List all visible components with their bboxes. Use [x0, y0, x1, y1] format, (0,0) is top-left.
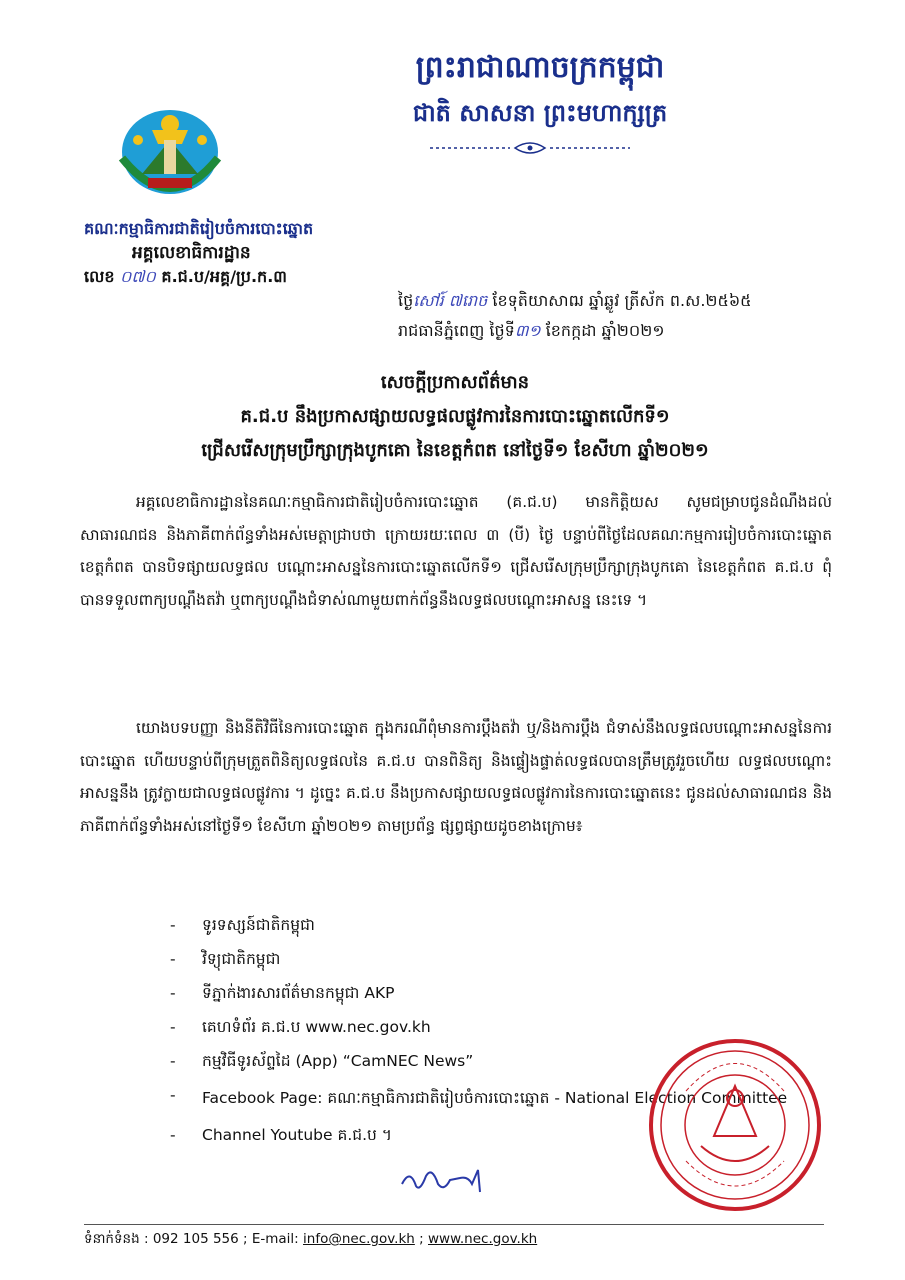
list-item — [170, 942, 830, 976]
list-item-text: ទូរទស្សន៍ជាតិកម្ពុជា — [202, 916, 315, 934]
civil-date-rest: ខែកក្កដា ឆ្នាំ២០២១ — [545, 321, 665, 340]
civil-date — [398, 320, 664, 344]
footer-separator: ; — [414, 1231, 428, 1247]
list-item-text: វិទ្យុជាតិកម្ពុជា — [202, 950, 281, 968]
list-item-text: កម្មវិធីទូរស័ព្ទដៃ (App) “CamNEC News” — [202, 1052, 474, 1070]
list-item-text: Channel Youtube គ.ជ.ប ។ — [202, 1126, 392, 1144]
civil-date-handwritten: ៣១ — [514, 321, 541, 340]
ornament-divider — [420, 138, 640, 158]
national-motto: ជាតិ សាសនា ព្រះមហាក្សត្រ — [412, 99, 668, 127]
list-marker: - — [170, 916, 176, 934]
civil-date-prefix: រាជធានីភ្នំពេញ ថ្ងៃទី — [398, 321, 515, 340]
announcement-title: សេចក្តីប្រកាសព័ត៌មាន — [380, 372, 530, 393]
reference-prefix: លេខ — [84, 267, 115, 286]
announcement-subtitle-line1: គ.ជ.ប នឹងប្រកាសផ្សាយលទ្ធផលផ្លូវការនៃការបោះឆ្នោតលើកទី១ — [240, 406, 670, 427]
contact-label: ទំនាក់ទំនង : 092 105 556 ; E-mail: — [84, 1231, 304, 1247]
signature-icon — [398, 1162, 488, 1196]
email-link[interactable]: info@nec.gov.kh — [303, 1231, 415, 1247]
list-marker: - — [170, 1052, 176, 1070]
list-item-text: គេហទំព័រ គ.ជ.ប www.nec.gov.kh — [202, 1018, 431, 1036]
list-marker: - — [170, 1126, 176, 1144]
organization-name: គណៈកម្មាធិការជាតិរៀបចំការបោះឆ្នោត — [84, 219, 314, 238]
footer-contact — [84, 1230, 537, 1250]
footer-divider — [84, 1224, 824, 1225]
announcement-subtitle-line2: ជ្រើសរើសក្រុមប្រឹក្សាក្រុងបូកគោ នៃខេត្តកំពត នៅថ្ងៃទី១ ខែសីហា ឆ្នាំ២០២១ — [201, 440, 709, 461]
list-item — [170, 908, 830, 942]
reference-number-handwritten: ០៧០ — [120, 267, 156, 286]
list-marker: - — [170, 984, 176, 1002]
lunar-date-prefix: ថ្ងៃ — [398, 291, 414, 310]
body-paragraph-2: យោងបទបញ្ញា និងនីតិវិធីនៃការបោះឆ្នោត ក្នុងករណីពុំមានការប្តឹងតវ៉ា ឬ/និងការប្តឹង ជំទាស់នឹងលទ្ធផលបណ្តោះអាសន្ននៃការបោះឆ្នោត ហើយបន្ទាប់ពីក្រុមត្រួតពិនិត្យលទ្ធផលនៃ គ.ជ.ប បានពិនិត្យ និងផ្ទៀងផ្ទាត់លទ្ធផលបានត្រឹមត្រូវរួចហើយ លទ្ធផលបណ្តោះអាសន្ននឹង ត្រូវក្លាយជាលទ្ធផលផ្លូវការ ។ ដូច្នេះ គ.ជ.ប នឹងប្រកាសផ្សាយលទ្ធផលផ្លូវការនៃការបោះឆ្នោតនេះ ជូនដល់សាធារណជន និងភាគីពាក់ព័ន្ធទាំងអស់នៅថ្ងៃទី១ ខែសីហា ឆ្នាំ២០២១ តាមប្រព័ន្ធ ផ្សព្វផ្សាយដូចខាងក្រោម៖ — [80, 719, 832, 835]
lunar-date — [398, 290, 752, 314]
reference-suffix: គ.ជ.ប/អគ្គ/ប្រ.ក.៣ — [161, 267, 287, 286]
lunar-date-rest: ខែទុតិយាសាឍ ឆ្នាំឆ្លូវ ត្រីស័ក ព.ស.២៥៦៥ — [492, 291, 752, 310]
list-item-text: Facebook Page: គណៈកម្មាធិការជាតិរៀបចំការបោះឆ្នោត - National Election Committee — [202, 1089, 788, 1107]
lunar-date-handwritten: សៅរ៍ ៧រោច — [413, 291, 488, 310]
list-item — [170, 976, 830, 1010]
kingdom-title: ព្រះរាជាណាចក្រកម្ពុជា — [415, 50, 665, 85]
reference-number — [84, 266, 287, 290]
website-link[interactable]: www.nec.gov.kh — [428, 1231, 538, 1247]
secretariat-name: អគ្គលេខាធិការដ្ឋាន — [132, 243, 251, 263]
body-paragraph-1: អគ្គលេខាធិការដ្ឋាននៃគណៈកម្មាធិការជាតិរៀបចំការបោះឆ្នោត (គ.ជ.ប) មានកិត្តិយស សូមជម្រាបជូនដំណឹងដល់សាធារណជន និងភាគីពាក់ព័ន្ធទាំងអស់មេត្តាជ្រាបថា ក្រោយរយៈពេល ៣ (បី) ថ្ងៃ បន្ទាប់ពីថ្ងៃដែលគណៈកម្មការរៀបចំការបោះឆ្នោត ខេត្តកំពត បានបិទផ្សាយលទ្ធផល បណ្តោះអាសន្ននៃការបោះឆ្នោតលើកទី១ ជ្រើសរើសក្រុមប្រឹក្សាក្រុងបូកគោ នៃខេត្តកំពត គ.ជ.ប ពុំបានទទួលពាក្យបណ្តឹងតវ៉ា ឬពាក្យបណ្តឹងជំទាស់ណាមួយពាក់ព័ន្ធនឹងលទ្ធផលបណ្តោះអាសន្ន នេះទេ ។ — [80, 493, 832, 609]
nec-logo-icon — [108, 100, 232, 212]
official-seal-icon — [646, 1036, 824, 1214]
list-item-text: ទីភ្នាក់ងារសារព័ត៌មានកម្ពុជា AKP — [202, 984, 395, 1002]
list-marker: - — [170, 1018, 176, 1036]
list-marker: - — [170, 1086, 176, 1104]
list-marker: - — [170, 950, 176, 968]
